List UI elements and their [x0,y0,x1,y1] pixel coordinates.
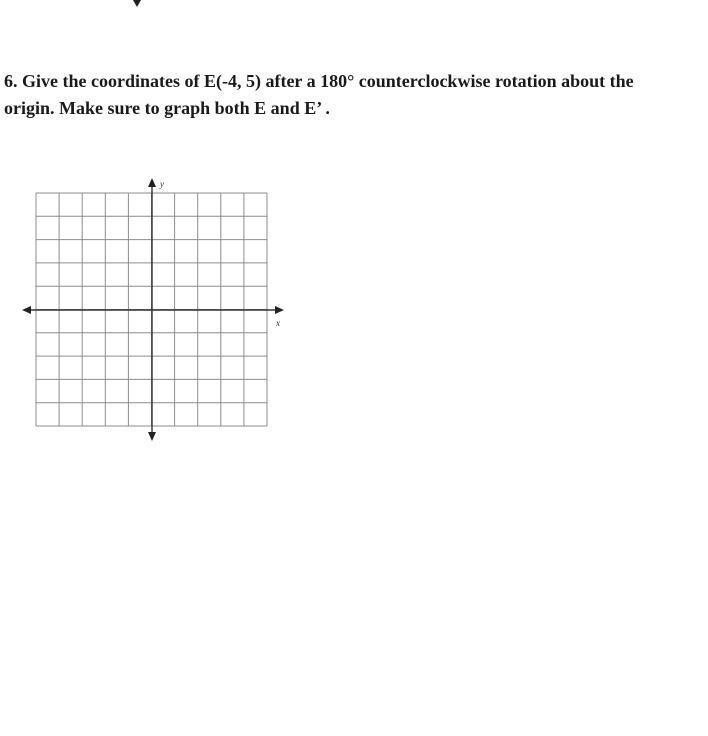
x-axis-left-arrow-icon [22,306,31,314]
x-axis-right-arrow-icon [275,306,284,314]
question-number: 6. [4,71,18,91]
y-axis-down-arrow-icon [148,432,156,441]
y-axis-up-arrow-icon [148,178,156,187]
y-axis-label: y [160,179,164,189]
question-text-line-2: origin. Make sure to graph both E and E’ . [4,98,330,118]
question-text-line-1: Give the coordinates of E(-4, 5) after a 180° counterclockwise rotation about the [22,71,634,91]
x-axis-label: x [276,318,280,328]
x-axis [22,306,284,314]
